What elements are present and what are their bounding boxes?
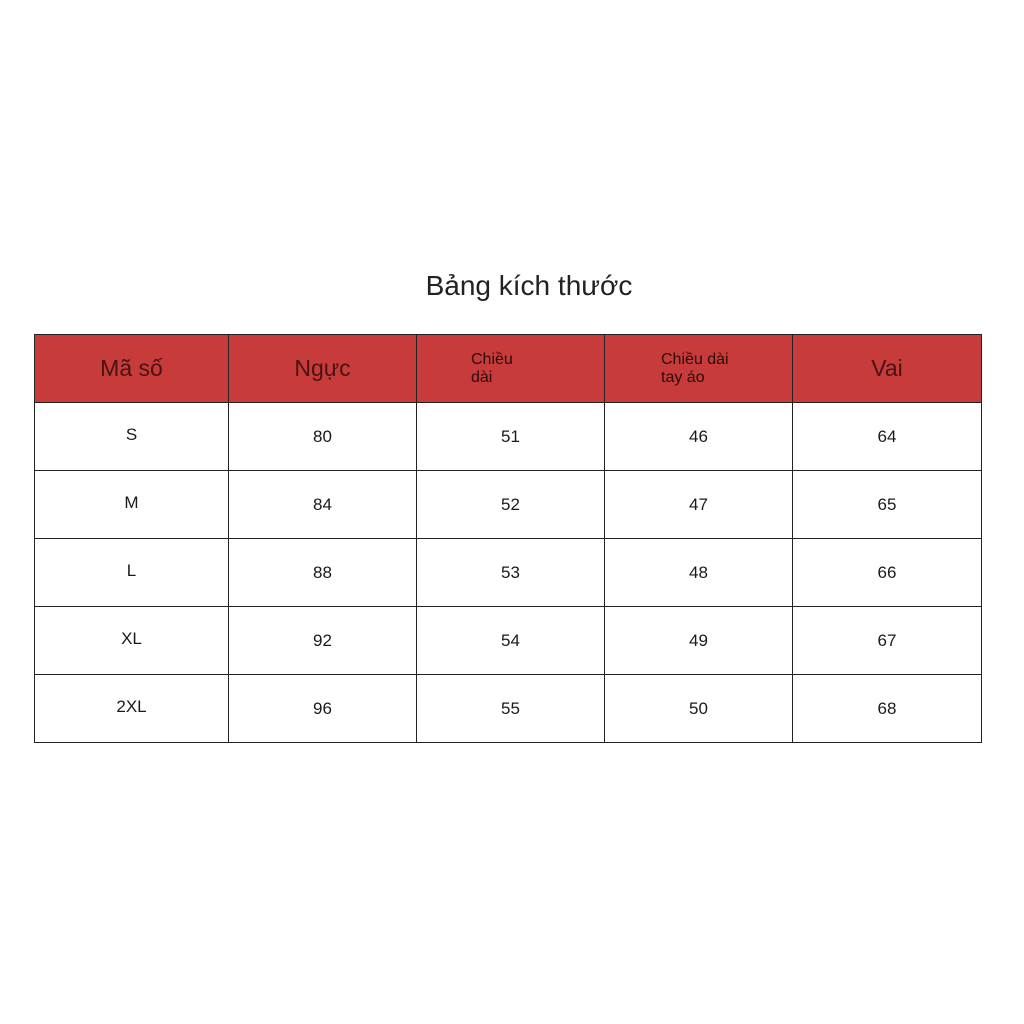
cell-sleeve: 47 <box>605 471 793 539</box>
header-length-line1: Chiều <box>471 350 513 368</box>
cell-shoulder: 68 <box>793 675 982 743</box>
cell-sleeve: 50 <box>605 675 793 743</box>
header-sleeve <box>605 335 793 403</box>
cell-chest: 84 <box>229 471 417 539</box>
cell-chest: 88 <box>229 539 417 607</box>
cell-shoulder: 65 <box>793 471 982 539</box>
cell-sleeve: 49 <box>605 607 793 675</box>
size-chart-table <box>34 334 982 743</box>
header-size <box>35 335 229 403</box>
header-shoulder <box>793 335 982 403</box>
cell-length: 52 <box>417 471 605 539</box>
table-row <box>35 539 982 607</box>
cell-size: S <box>35 403 229 471</box>
table-row <box>35 607 982 675</box>
cell-size: M <box>35 471 229 539</box>
table-header-row <box>35 335 982 403</box>
header-sleeve-line2: tay áo <box>661 368 705 386</box>
header-size-label: Mã số <box>100 355 163 381</box>
table-row <box>35 675 982 743</box>
header-length <box>417 335 605 403</box>
cell-shoulder: 67 <box>793 607 982 675</box>
cell-size: L <box>35 539 229 607</box>
cell-chest: 96 <box>229 675 417 743</box>
table-row <box>35 471 982 539</box>
cell-sleeve: 48 <box>605 539 793 607</box>
cell-length: 51 <box>417 403 605 471</box>
header-shoulder-label: Vai <box>871 355 903 381</box>
cell-length: 55 <box>417 675 605 743</box>
cell-shoulder: 66 <box>793 539 982 607</box>
cell-size: XL <box>35 607 229 675</box>
table-row <box>35 403 982 471</box>
header-length-line2: dài <box>471 368 493 386</box>
cell-chest: 80 <box>229 403 417 471</box>
header-chest-label: Ngực <box>294 355 351 381</box>
header-sleeve-line1: Chiều dài <box>661 350 729 368</box>
cell-chest: 92 <box>229 607 417 675</box>
cell-sleeve: 46 <box>605 403 793 471</box>
cell-length: 53 <box>417 539 605 607</box>
header-chest <box>229 335 417 403</box>
page-title: Bảng kích thước <box>425 270 633 301</box>
cell-shoulder: 64 <box>793 403 982 471</box>
cell-length: 54 <box>417 607 605 675</box>
cell-size: 2XL <box>35 675 229 743</box>
